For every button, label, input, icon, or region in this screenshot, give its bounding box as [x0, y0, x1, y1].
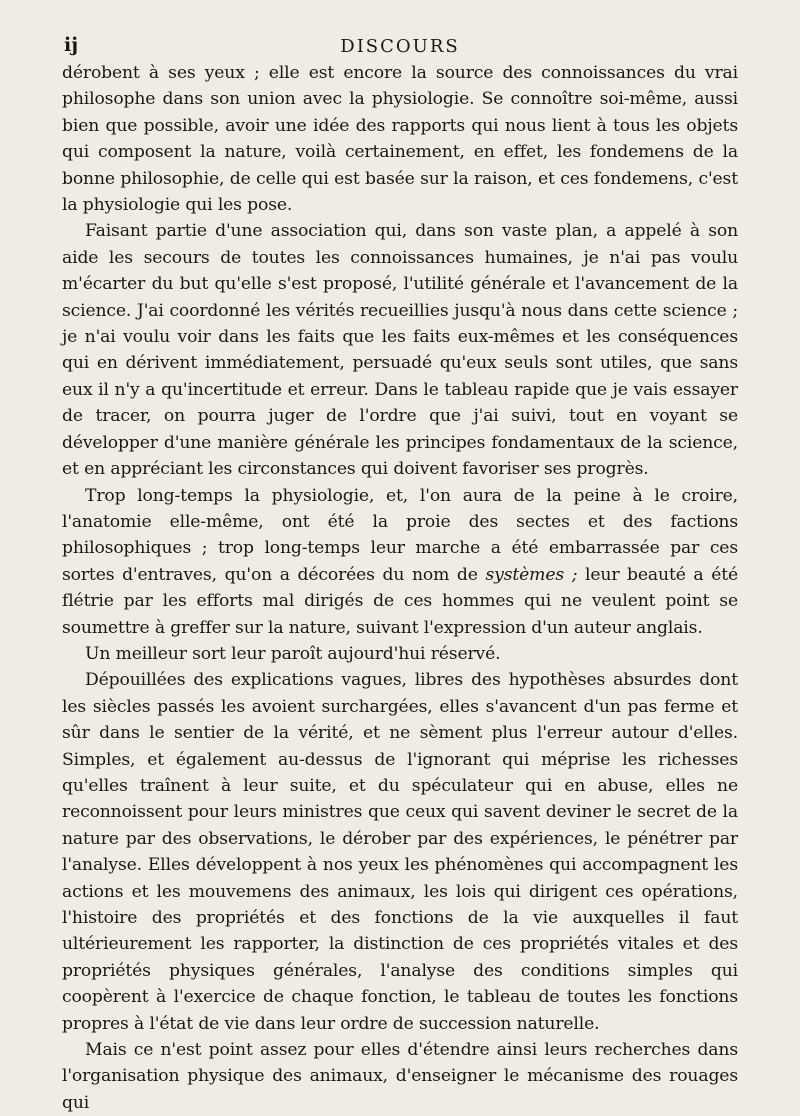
paragraph: Dépouillées des explications vagues, libres des hypothèses absurdes dont les siècles passés les avoient surchargées, elles s'avancent d'un pas ferme et sûr dans le sentier de la vérité, et ne sèment plus l'erreur autour d'elles. Simples, et également au-dessus de l'ignorant qui méprise les richesses qu'elles traînent à leur suite, et du spéculateur qui en abuse, elles ne reconnoissent pour leurs ministres que ceux qui savent deviner le secret de la nature par des observations, le dérober par des expériences, le pénétrer par l'analyse. Elles développent à nos yeux les phénomènes qui accompagnent les actions et les mouvemens des animaux, les lois qui dirigent ces opérations, l'histoire des propriétés et des fonctions de la vie auxquelles il faut ultérieurement les rapporter, la distinction de ces propriétés vitales et des propriétés physiques générales, l'analyse des conditions simples qui coopèrent à l'exercice de chaque fonction, le tableau de toutes les fonctions propres à l'état de vie dans leur ordre de succession naturelle. — [62, 670, 738, 1034]
paragraph-continuation: dérobent à ses yeux ; elle est encore la source des connoissances du vrai philosophe dans son union avec la physiologie. Se connoître soi-même, aussi bien que possible, avoir une idée des rapports qui nous lient à tous les objets qui composent la nature, voilà certainement, en effet, les fondemens de la bonne philosophie, de celle qui est basée sur la raison, et ces fondemens, c'est la physiologie qui les pose. — [62, 63, 738, 216]
page-number: ij — [64, 34, 79, 56]
body-text — [62, 60, 738, 1116]
paragraph-text: Trop long-temps la physiologie, et, l'on aura de la peine à le croire, l'anatomie elle-même, ont été la proie des sectes et des factions philosophiques ; trop long-temps leur marche a été embarrassée par ces sortes d'entraves, qu'on a décorées du nom de — [62, 485, 738, 585]
paragraph-text: leur beauté a été flétrie par les efforts mal dirigés de ces hommes qui ne veulent point se soumettre à greffer sur la nature, suivant l'expression d'un auteur anglais. — [62, 564, 738, 638]
paragraph: Un meilleur sort leur paroît aujourd'hui réservé. — [85, 643, 501, 664]
running-title: DISCOURS — [340, 36, 460, 57]
italic-term: systèmes ; — [485, 564, 578, 585]
paragraph: Faisant partie d'une association qui, dans son vaste plan, a appelé à son aide les secours de toutes les connoissances humaines, je n'ai pas voulu m'écarter du but qu'elle s'est proposé, l'utilité générale et l'avancement de la science. J'ai coordonné les vérités recueillies jusqu'à nous dans cette science ; je n'ai voulu voir dans les faits que les faits eux-mêmes et les conséquences qui en dérivent immédiatement, persuadé qu'eux seuls sont utiles, que sans eux il n'y a qu'incertitude et erreur. Dans le tableau rapide que je vais essayer de tracer, on pourra juger de l'ordre que j'ai suivi, tout en voyant se développer d'une manière générale les principes fondamentaux de la science, et en appréciant les circonstances qui doivent favoriser ses progrès. — [62, 221, 738, 480]
paragraph: Mais ce n'est point assez pour elles d'étendre ainsi leurs recherches dans l'organisation physique des animaux, d'enseigner le mécanisme des rouages qui — [62, 1040, 738, 1113]
paragraph — [62, 483, 738, 641]
running-head — [62, 0, 738, 60]
